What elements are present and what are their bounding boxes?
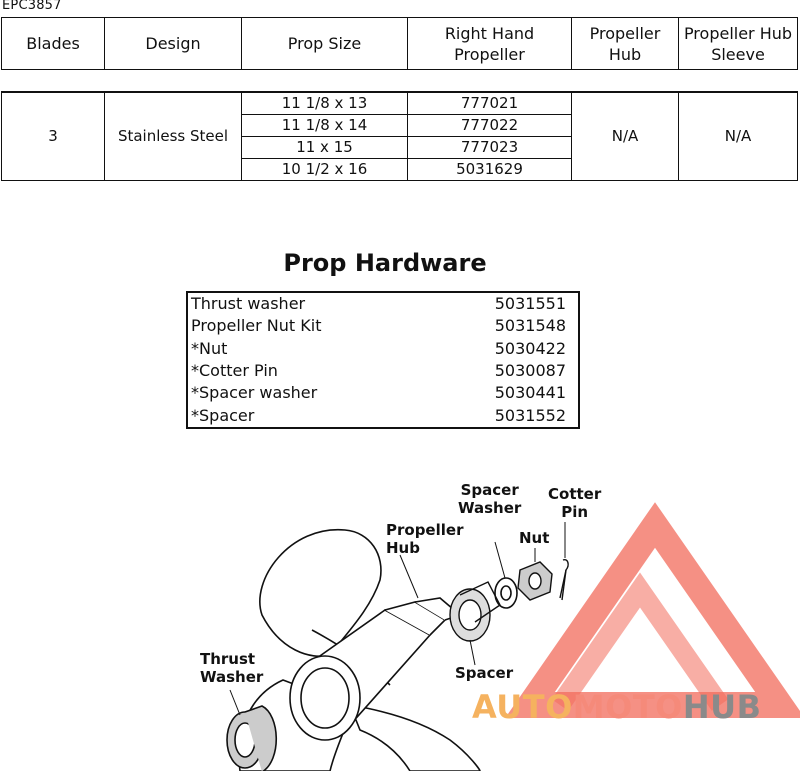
prop-size-cell: 11 1/8 x 14 [242, 115, 408, 137]
part-number-cell: 777021 [408, 92, 572, 115]
hardware-part-number: 5030087 [494, 361, 566, 381]
part-number-cell: 777022 [408, 115, 572, 137]
spacer-washer-part [495, 578, 517, 608]
nut-part [518, 562, 552, 600]
label-spacer-washer: Spacer Washer [458, 481, 522, 517]
hardware-part-number: 5031551 [494, 294, 566, 314]
label-cotter-pin: Cotter Pin [548, 485, 602, 521]
sleeve-cell: N/A [679, 92, 798, 181]
hardware-name: *Spacer washer [191, 383, 318, 403]
label-thrust-washer: Thrust Washer [200, 650, 264, 686]
part-number-cell: 777023 [408, 137, 572, 159]
hardware-part-number: 5030422 [494, 338, 566, 358]
header-right-hand-propeller: Right Hand Propeller [408, 18, 572, 70]
hardware-name: Propeller Nut Kit [191, 316, 322, 336]
hardware-row [187, 382, 579, 404]
hardware-part-number: 5031548 [494, 316, 566, 336]
hub-cell: N/A [572, 92, 679, 181]
hardware-row [187, 404, 579, 427]
hardware-part-number: 5031552 [494, 405, 566, 425]
hardware-name: *Spacer [191, 405, 255, 425]
propeller-spec-table [1, 17, 798, 181]
watermark-logo-text: AUTOMOTOHUB [472, 688, 762, 726]
label-spacer: Spacer [455, 664, 514, 682]
hardware-table [186, 291, 580, 429]
hardware-name: *Cotter Pin [191, 361, 278, 381]
label-propeller-hub: Propeller Hub [386, 521, 464, 557]
header-propeller-hub: Propeller Hub [572, 18, 679, 70]
header-propeller-hub-sleeve: Propeller Hub Sleeve [679, 18, 798, 70]
design-cell: Stainless Steel [105, 92, 242, 181]
table-row [2, 92, 798, 115]
hardware-name: Thrust washer [191, 294, 306, 314]
thrust-washer-part [227, 706, 276, 771]
hardware-part-number: 5030441 [494, 383, 566, 403]
header-blades: Blades [2, 18, 105, 70]
hardware-row [187, 292, 579, 315]
prop-size-cell: 11 x 15 [242, 137, 408, 159]
blades-cell: 3 [2, 92, 105, 181]
hardware-name: *Nut [191, 338, 228, 358]
cotter-pin-part [560, 560, 568, 600]
part-number-cell: 5031629 [408, 159, 572, 181]
hardware-row [187, 338, 579, 360]
label-nut: Nut [519, 529, 550, 547]
header-design: Design [105, 18, 242, 70]
spacer-part [450, 582, 500, 641]
hardware-row [187, 360, 579, 382]
prop-size-cell: 11 1/8 x 13 [242, 92, 408, 115]
document-code: EPC3857 [2, 0, 62, 13]
watermark-logo-mark [530, 525, 780, 705]
hardware-title: Prop Hardware [283, 249, 487, 277]
prop-size-cell: 10 1/2 x 16 [242, 159, 408, 181]
header-prop-size: Prop Size [242, 18, 408, 70]
spacer-row [2, 70, 798, 93]
hardware-row [187, 315, 579, 337]
